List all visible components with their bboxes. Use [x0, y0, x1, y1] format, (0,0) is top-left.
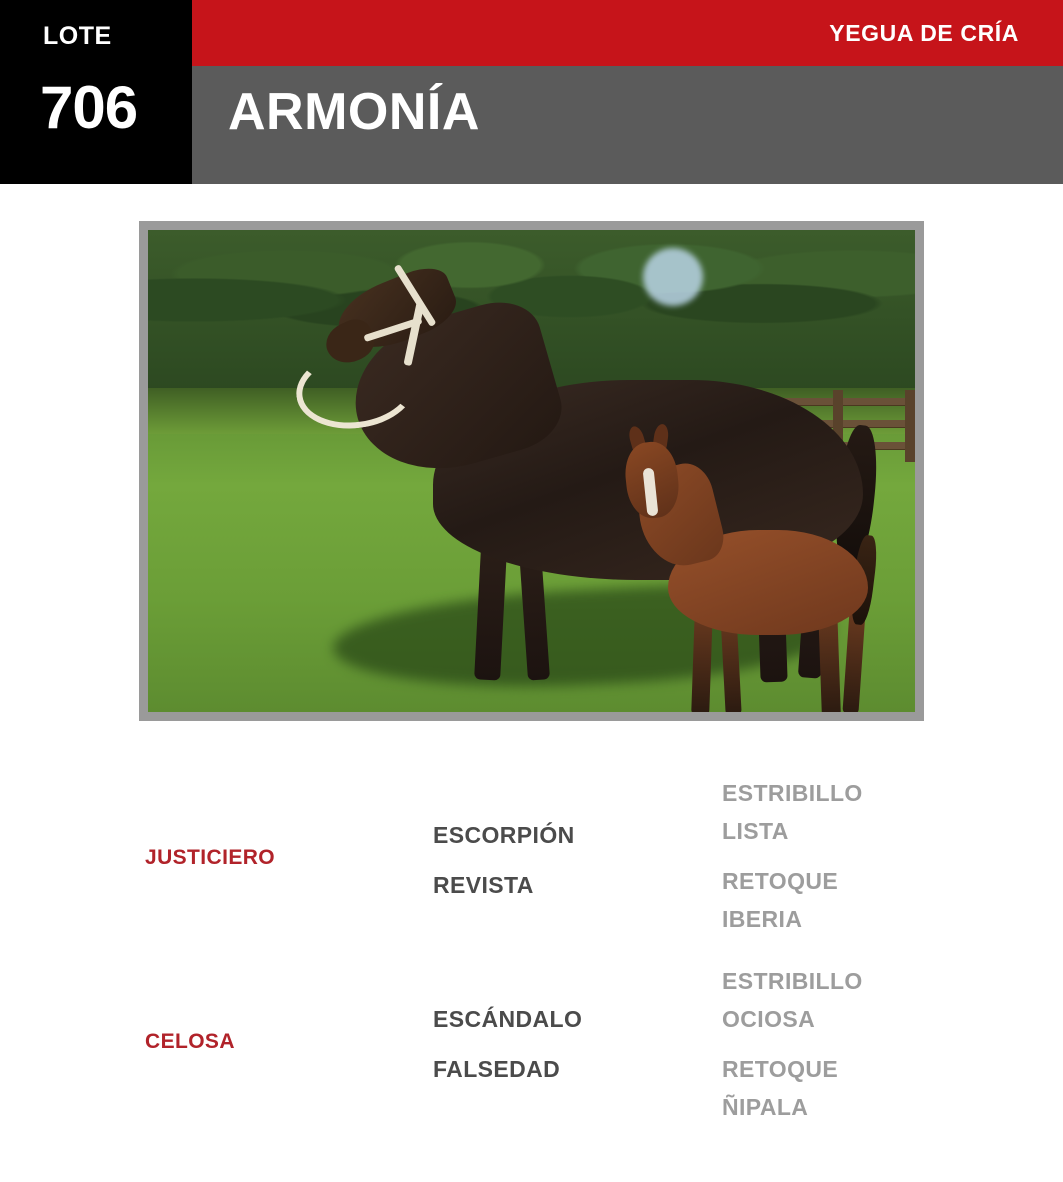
pedigree-table — [0, 760, 1063, 1160]
pedigree-sire-sire-dam: LISTA — [722, 818, 789, 844]
page-title: ARMONÍA — [228, 83, 480, 141]
pedigree-sire-dam-sire: RETOQUE — [722, 868, 839, 894]
pedigree-dam: CELOSA — [145, 1030, 235, 1053]
pedigree-dam-sire: ESCÁNDALO — [433, 1006, 583, 1032]
pedigree-sire-sire: ESCORPIÓN — [433, 822, 575, 848]
lote-block — [0, 0, 192, 184]
fence-post — [905, 390, 915, 462]
lote-label: LOTE — [43, 22, 112, 50]
photo-frame — [139, 221, 924, 721]
pedigree-dam-sire-dam: OCIOSA — [722, 1006, 816, 1032]
pedigree-sire-dam-dam: IBERIA — [722, 906, 803, 932]
pedigree-dam-sire-sire: ESTRIBILLO — [722, 968, 863, 994]
pedigree-dam-dam-dam: ÑIPALA — [722, 1094, 809, 1120]
pedigree-sire: JUSTICIERO — [145, 846, 276, 869]
horse-photo — [148, 230, 915, 712]
pedigree-sire-sire-sire: ESTRIBILLO — [722, 780, 863, 806]
category-label: YEGUA DE CRÍA — [829, 20, 1019, 46]
lote-number: 706 — [40, 74, 138, 141]
pedigree-sire-dam: REVISTA — [433, 872, 534, 898]
page-header — [0, 0, 1063, 184]
pedigree-dam-dam: FALSEDAD — [433, 1056, 561, 1082]
pedigree-dam-dam-sire: RETOQUE — [722, 1056, 839, 1082]
photo-sky-gap — [643, 248, 703, 306]
